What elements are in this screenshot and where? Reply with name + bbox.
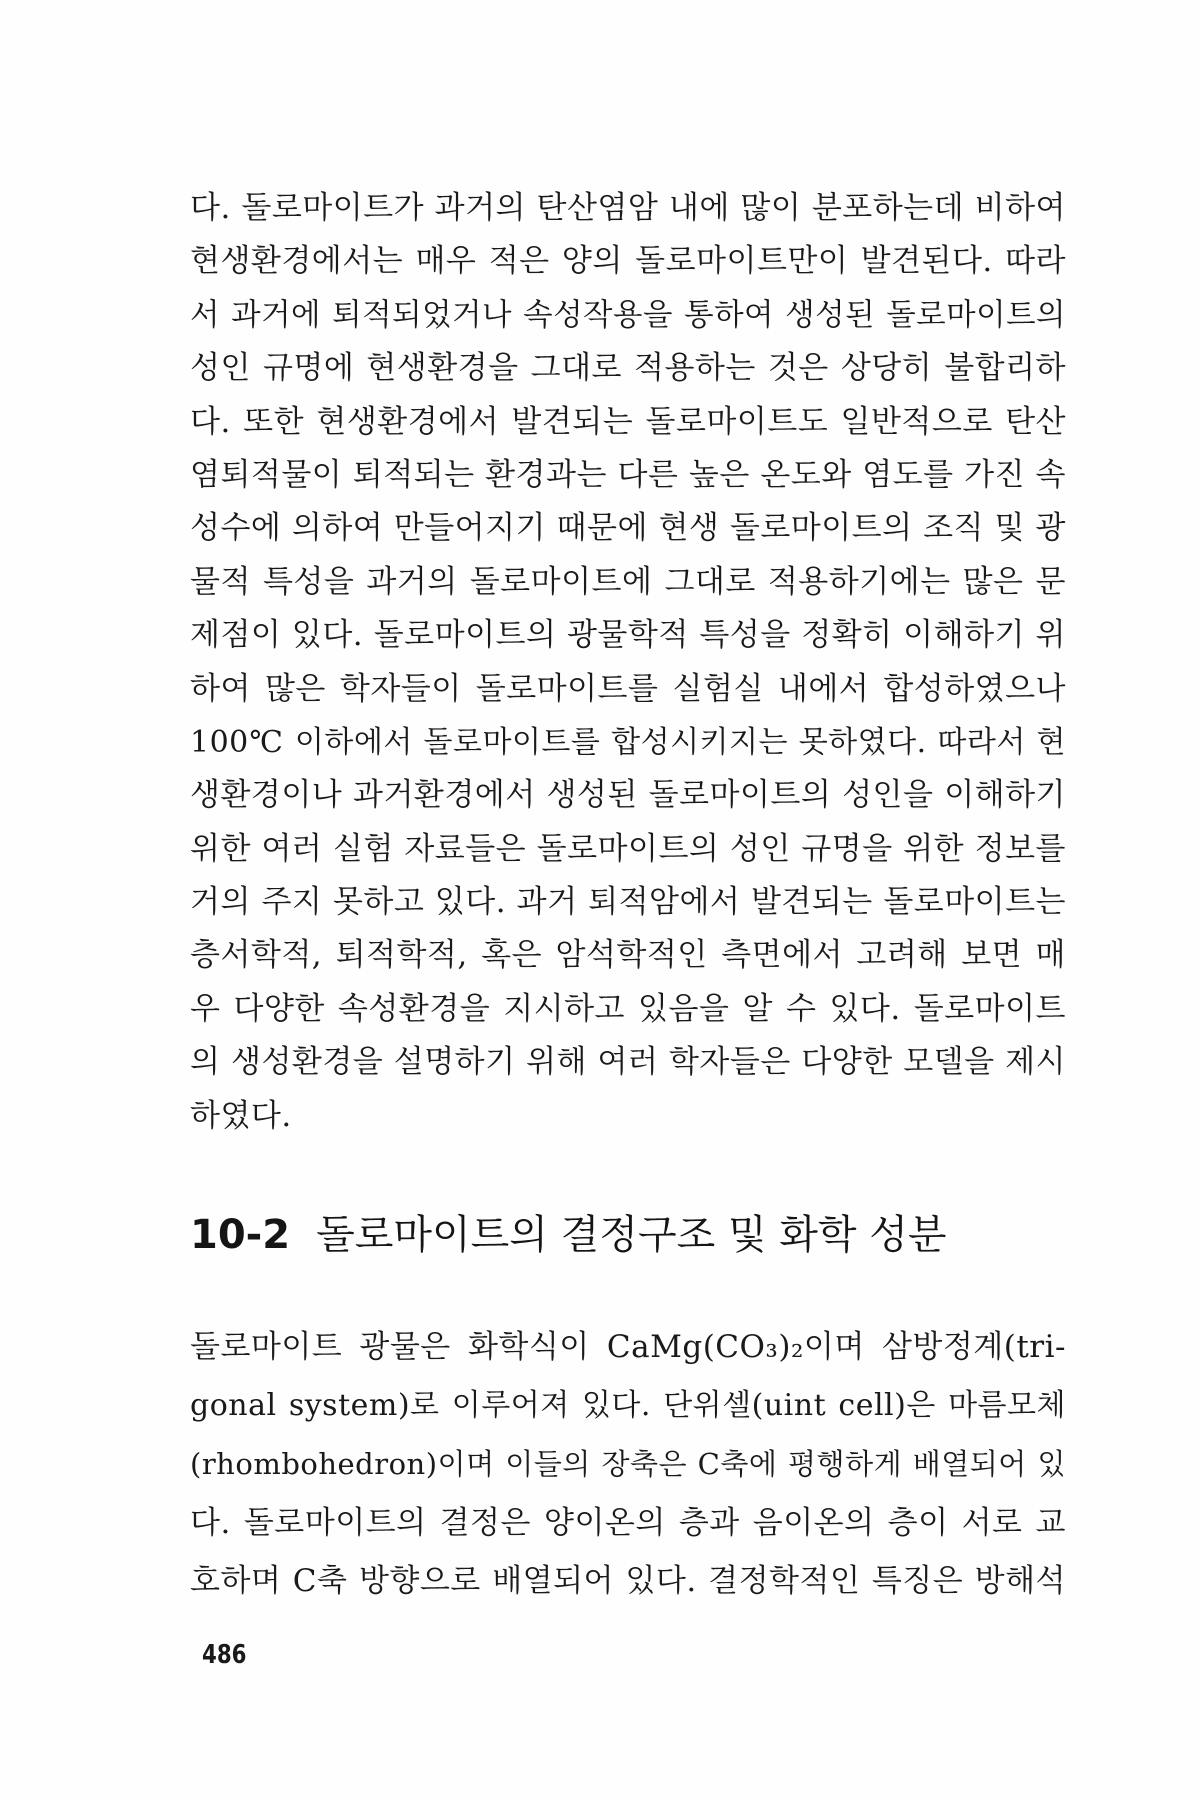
text-line: 돌로마이트 광물은 화학식이 CaMg(CO₃)₂이며 삼방정계(tri- (190, 1329, 1066, 1365)
text-line: 서 과거에 퇴적되었거나 속성작용을 통하여 생성된 돌로마이트의 (190, 297, 1066, 333)
body-paragraph-2 (190, 1318, 1066, 1611)
text-line: 100℃ 이하에서 돌로마이트를 합성시키지는 못하였다. 따라서 현 (190, 724, 1066, 760)
text-line: 성인 규명에 현생환경을 그대로 적용하는 것은 상당히 불합리하 (190, 350, 1066, 387)
section-title: 돌로마이트의 결정구조 및 화학 성분 (316, 1212, 947, 1259)
page-number: 486 (202, 1640, 247, 1670)
text-line: 성수에 의하여 만들어지기 때문에 현생 돌로마이트의 조직 및 광 (190, 510, 1066, 547)
section-number: 10-2 (190, 1212, 291, 1259)
text-line: 다. 또한 현생환경에서 발견되는 돌로마이트도 일반적으로 탄산 (190, 403, 1066, 440)
text-line: 염퇴적물이 퇴적되는 환경과는 다른 높은 온도와 염도를 가진 속 (190, 456, 1066, 493)
text-line: 의 생성환경을 설명하기 위해 여러 학자들은 다양한 모델을 제시 (190, 1044, 1066, 1081)
body-paragraph-1 (190, 182, 1066, 1143)
text-line: 층서학적, 퇴적학적, 혹은 암석학적인 측면에서 고려해 보면 매 (190, 937, 1066, 974)
text-line: (rhombohedron)이며 이들의 장축은 C축에 평행하게 배열되어 있 (190, 1447, 1066, 1481)
text-line: 생환경이나 과거환경에서 생성된 돌로마이트의 성인을 이해하기 (190, 777, 1066, 814)
text-line: 위한 여러 실험 자료들은 돌로마이트의 성인 규명을 위한 정보를 (190, 830, 1066, 867)
text-line: 다. 돌로마이트가 과거의 탄산염암 내에 많이 분포하는데 비하여 (190, 190, 1066, 226)
text-line: 우 다양한 속성환경을 지시하고 있음을 알 수 있다. 돌로마이트 (190, 990, 1066, 1027)
text-line: gonal system)로 이루어져 있다. 단위셀(uint cell)은 마름모체 (190, 1387, 1066, 1423)
text-line: 하여 많은 학자들이 돌로마이트를 실험실 내에서 합성하였으나 (190, 670, 1066, 707)
text-line: 다. 돌로마이트의 결정은 양이온의 층과 음이온의 층이 서로 교 (190, 1504, 1066, 1541)
text-line: 하였다. (190, 1097, 292, 1134)
text-line: 호하며 C축 방향으로 배열되어 있다. 결정학적인 특징은 방해석 (190, 1563, 1066, 1599)
text-line: 거의 주지 못하고 있다. 과거 퇴적암에서 발견되는 돌로마이트는 (190, 884, 1066, 921)
text-line: 물적 특성을 과거의 돌로마이트에 그대로 적용하기에는 많은 문 (190, 563, 1066, 600)
text-line: 현생환경에서는 매우 적은 양의 돌로마이트만이 발견된다. 따라 (190, 243, 1066, 280)
section-heading (190, 1205, 1070, 1265)
text-line: 제점이 있다. 돌로마이트의 광물학적 특성을 정확히 이해하기 위 (190, 617, 1066, 654)
